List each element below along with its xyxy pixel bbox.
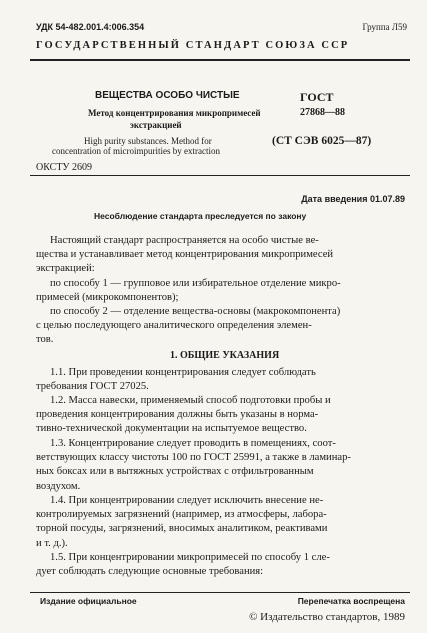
text-line: 1.5. При концентрировании микропримесей по способу 1 сле- <box>50 552 330 563</box>
oksty-code: ОКСТУ 2609 <box>36 162 93 173</box>
english-title-line-1: High purity substances. Method for <box>84 136 212 146</box>
footer-rule <box>30 592 410 593</box>
text-line: щества и устанавливает метод концентрирования микропримесей <box>36 249 334 261</box>
text-line: 1.1. При проведении концентрирования следует соблюдать <box>50 367 316 378</box>
section-paragraph <box>36 551 408 579</box>
document-title: ВЕЩЕСТВА ОСОБО ЧИСТЫЕ <box>95 90 240 101</box>
text-line: с целью последующего аналитического определения элемен- <box>36 320 312 332</box>
text-line: торной посуды, загрязнений, вносимых аналитиком, реактивами <box>36 523 328 535</box>
text-line: проведения концентрирования должны быть указаны в норма- <box>36 409 319 421</box>
intro-paragraph <box>36 234 408 277</box>
text-line: примесей (микрокомпонентов); <box>36 292 179 304</box>
st-sev-number: (СТ СЭВ 6025—87) <box>272 135 372 147</box>
intro-paragraph <box>36 277 408 305</box>
legal-notice: Несоблюдение стандарта преследуется по закону <box>94 211 307 221</box>
section-paragraph <box>36 437 408 494</box>
udk-code: УДК 54-482.001.4:006.354 <box>36 22 145 32</box>
text-line: ных боксах или в вытяжных устройствах с отфильтрованным <box>36 466 314 478</box>
effective-date: Дата введения 01.07.89 <box>301 194 405 204</box>
text-line: контролируемых загрязнений (например, из атмосферы, лабора- <box>36 509 327 521</box>
text-line: требования ГОСТ 27025. <box>36 381 149 393</box>
section-heading: 1. ОБЩИЕ УКАЗАНИЯ <box>170 350 280 361</box>
text-line: экстракцией: <box>36 263 95 275</box>
subtitle-line-1: Метод концентрирования микропримесей <box>88 108 261 118</box>
text-line: 1.2. Масса навески, применяемый способ подготовки пробы и <box>50 395 331 406</box>
reprint-prohibited-label: Перепечатка воспрещена <box>297 596 405 606</box>
gost-number: 27868—88 <box>300 107 345 118</box>
section-paragraph <box>36 494 408 551</box>
gost-label: ГОСТ <box>300 90 334 104</box>
text-line: 1.3. Концентрирование следует проводить в помещениях, соот- <box>50 438 336 449</box>
text-line: по способу 1 — групповое или избирательное отделение микро- <box>50 278 341 289</box>
text-line: Настоящий стандарт распространяется на особо чистые ве- <box>50 235 319 246</box>
text-line: ветствующих классу чистоты 100 по ГОСТ 25991, а также в ламинар- <box>36 452 351 464</box>
section-paragraph <box>36 394 408 437</box>
text-line: и т. д.). <box>36 537 68 549</box>
section-paragraph <box>36 366 408 394</box>
copyright-line: © Издательство стандартов, 1989 <box>249 611 405 623</box>
english-title-line-2: concentration of microimpurities by extraction <box>52 146 220 156</box>
text-line: по способу 2 — отделение вещества-основы (макрокомпонента) <box>50 306 341 317</box>
subtitle-line-2: экстракцией <box>130 120 182 130</box>
group-code: Группа Л59 <box>362 22 407 32</box>
title-rule <box>30 175 410 176</box>
header-rule <box>30 59 410 61</box>
text-line: воздухом. <box>36 480 81 492</box>
text-line: тов. <box>36 334 54 346</box>
text-line: тивно-технической документации на испытуемое вещество. <box>36 423 307 435</box>
official-edition-label: Издание официальное <box>40 596 137 606</box>
state-standard-heading: ГОСУДАРСТВЕННЫЙ СТАНДАРТ СОЮЗА ССР <box>36 40 350 51</box>
text-line: дует соблюдать следующие основные требования: <box>36 566 264 578</box>
text-line: 1.4. При концентрировании следует исключить внесение не- <box>50 495 324 506</box>
intro-paragraph <box>36 305 408 348</box>
